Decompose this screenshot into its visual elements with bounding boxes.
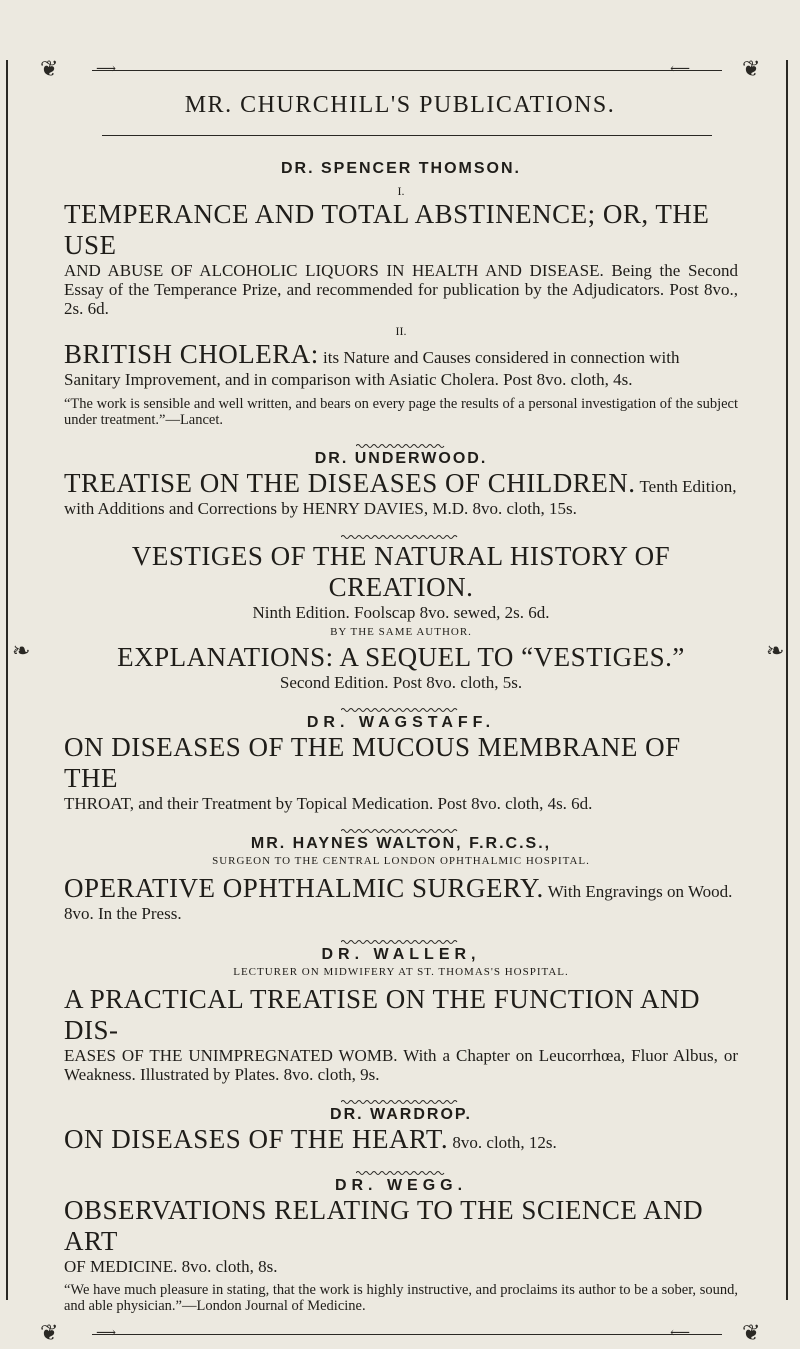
book-title: ON DISEASES OF THE MUCOUS MEMBRANE OF THE <box>64 732 681 793</box>
section-numeral: II. <box>395 324 407 338</box>
book-title: OBSERVATIONS RELATING TO THE SCIENCE AND ART <box>64 1195 704 1256</box>
book-entry <box>64 873 738 924</box>
floral-corner-icon: ❦ <box>742 1320 761 1345</box>
book-title: VESTIGES OF THE NATURAL HISTORY OF CREATION. <box>131 541 671 602</box>
book-entry <box>64 1195 738 1314</box>
book-description: Ninth Edition. Foolscap 8vo. sewed, 2s. 6d. <box>252 603 550 622</box>
book-entry <box>64 984 738 1084</box>
bottom-rule <box>92 1334 722 1335</box>
book-description: 8vo. cloth, 12s. <box>448 1133 557 1152</box>
book-description: OF MEDICINE. 8vo. cloth, 8s. <box>64 1257 278 1276</box>
arrow-ornament-icon: ⟵ <box>670 1326 691 1341</box>
author-heading: MR. HAYNES WALTON, F.R.C.S., <box>250 835 552 852</box>
border-left <box>6 60 11 1300</box>
divider-squiggle <box>64 700 738 706</box>
floral-corner-icon: ❦ <box>742 56 761 81</box>
book-entry <box>64 642 738 692</box>
book-entry <box>64 199 738 318</box>
arrow-ornament-icon: ⟶ <box>96 1326 117 1341</box>
author-affiliation: LECTURER ON MIDWIFERY AT ST. THOMAS'S HOSPITAL. <box>233 966 569 978</box>
review-quote: “The work is sensible and well written, and bears on every page the results of a personal investigation of the subject under treatment.”—Lancet. <box>64 396 738 428</box>
author-affiliation: SURGEON TO THE CENTRAL LONDON OPHTHALMIC HOSPITAL. <box>212 855 590 867</box>
floral-corner-icon: ❦ <box>40 1320 59 1345</box>
book-entry <box>64 1124 738 1155</box>
book-description: With Engravings on Wood. 8vo. In the Press. <box>64 882 733 923</box>
top-rule <box>92 70 722 71</box>
book-description: EASES OF THE UNIMPREGNATED WOMB. With a Chapter on Leucorrhœa, Fluor Albus, or Weakness. Illustrated by Plates. 8vo. cloth, 9s. <box>64 1046 738 1084</box>
divider-squiggle <box>64 527 738 533</box>
author-heading: DR. WEGG. <box>334 1177 468 1194</box>
author-heading: DR. WAGSTAFF. <box>306 714 496 731</box>
book-entry <box>64 468 738 519</box>
book-title: EXPLANATIONS: A SEQUEL TO “VESTIGES.” <box>117 642 685 672</box>
review-quote: “We have much pleasure in stating, that the work is highly instructive, and proclaims its author to be a sober, sound, and able physician.”—London Journal of Medicine. <box>64 1282 738 1314</box>
divider-squiggle <box>64 1163 738 1169</box>
divider-squiggle <box>64 932 738 938</box>
divider-squiggle <box>64 436 738 442</box>
catalogue <box>64 160 738 1314</box>
arrow-ornament-icon: ⟵ <box>670 62 691 77</box>
author-heading: DR. WARDROP. <box>330 1106 472 1123</box>
floral-side-icon: ❧ <box>12 638 31 663</box>
book-title: OPERATIVE OPHTHALMIC SURGERY. <box>64 873 544 903</box>
book-description: THROAT, and their Treatment by Topical Medication. Post 8vo. cloth, 4s. 6d. <box>64 794 593 813</box>
page-title: MR. CHURCHILL'S PUBLICATIONS. <box>184 92 616 118</box>
book-description: Second Edition. Post 8vo. cloth, 5s. <box>279 673 523 692</box>
book-title: ON DISEASES OF THE HEART. <box>64 1124 449 1154</box>
divider-squiggle <box>64 821 738 827</box>
section-numeral: I. <box>397 184 405 198</box>
book-description: AND ABUSE OF ALCOHOLIC LIQUORS IN HEALTH AND DISEASE. Being the Second Essay of the Temperance Prize, and recommended for publication by the Adjudicators. Post 8vo., 2s. 6d. <box>64 261 738 318</box>
author-heading: DR. WALLER, <box>321 946 481 963</box>
book-entry <box>64 541 738 622</box>
divider-squiggle <box>64 1092 738 1098</box>
book-description: Tenth Edition, with Additions and Corrections by HENRY DAVIES, M.D. 8vo. cloth, 15s. <box>64 477 737 518</box>
top-rule-secondary <box>102 135 712 136</box>
arrow-ornament-icon: ⟶ <box>96 62 117 77</box>
book-entry <box>64 732 738 813</box>
author-heading: DR. SPENCER THOMSON. <box>280 160 521 177</box>
by-line: BY THE SAME AUTHOR. <box>330 626 472 638</box>
book-description: its Nature and Causes considered in connection with Sanitary Improvement, and in comparison with Asiatic Cholera. Post 8vo. cloth, 4s. <box>64 348 680 389</box>
border-right <box>786 60 791 1300</box>
book-title: TREATISE ON THE DISEASES OF CHILDREN. <box>64 468 636 498</box>
floral-corner-icon: ❦ <box>40 56 59 81</box>
book-title: TEMPERANCE AND TOTAL ABSTINENCE; OR, THE USE <box>64 199 710 260</box>
book-title: A PRACTICAL TREATISE ON THE FUNCTION AND DIS- <box>64 984 701 1045</box>
author-heading: DR. UNDERWOOD. <box>314 450 488 467</box>
floral-side-icon: ❧ <box>766 638 785 663</box>
book-entry <box>64 339 738 428</box>
book-title: BRITISH CHOLERA: <box>64 339 319 369</box>
